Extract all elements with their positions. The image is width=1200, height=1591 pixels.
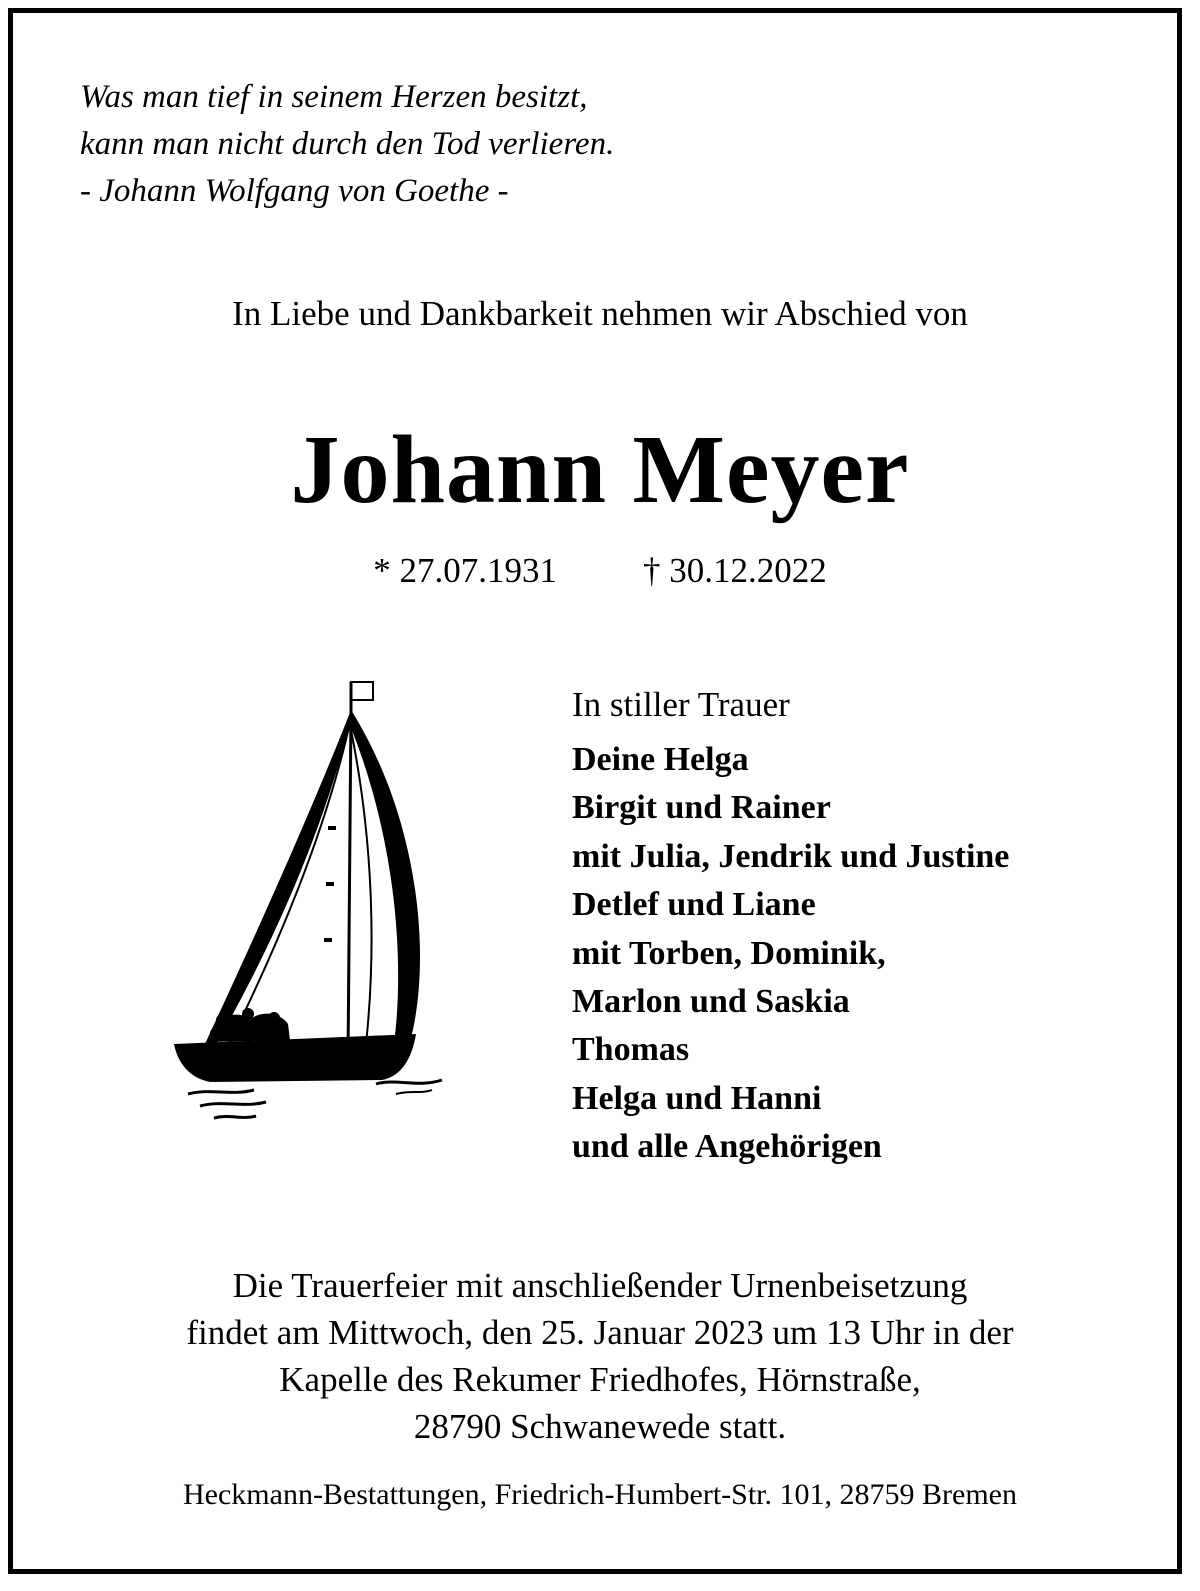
ceremony-line-4: 28790 Schwanewede statt.: [413, 1407, 787, 1446]
mourner-line: Helga und Hanni: [572, 1079, 822, 1117]
mourner-line: Birgit und Rainer: [572, 789, 831, 827]
quote-line-2: kann man nicht durch den Tod verlieren.: [80, 126, 615, 162]
death-date: † 30.12.2022: [643, 551, 827, 590]
mourner-line: mit Julia, Jendrik und Justine: [572, 837, 1010, 875]
undertaker-address: Heckmann-Bestattungen, Friedrich-Humbert-Str. 101, 28759 Bremen: [183, 1478, 1017, 1511]
ceremony-line-2: findet am Mittwoch, den 25. Januar 2023 um 13 Uhr in der: [186, 1313, 1014, 1352]
mourner-line: Marlon und Saskia: [572, 983, 850, 1021]
ceremony-line-1: Die Trauerfeier mit anschließender Urnenbeisetzung: [232, 1266, 968, 1305]
mourners-list: [572, 736, 1009, 1172]
birth-date: * 27.07.1931: [373, 551, 557, 590]
sailboat-icon: [170, 680, 450, 1140]
ceremony-line-3: Kapelle des Rekumer Friedhofes, Hörnstraße,: [279, 1360, 921, 1399]
mourner-line: Detlef und Liane: [572, 886, 816, 924]
mourner-line: mit Torben, Dominik,: [572, 934, 886, 972]
farewell-intro: In Liebe und Dankbarkeit nehmen wir Abschied von: [232, 294, 968, 333]
mourner-line: und alle Angehörigen: [572, 1128, 882, 1166]
ceremony-details: [0, 1262, 1200, 1450]
mourners-intro: In stiller Trauer: [572, 685, 790, 724]
quote-block: [80, 74, 614, 215]
quote-author: - Johann Wolfgang von Goethe -: [80, 173, 509, 209]
mourner-line: Deine Helga: [572, 741, 749, 778]
life-dates: [0, 550, 1200, 592]
mourner-line: Thomas: [572, 1031, 690, 1069]
deceased-name: Johann Meyer: [290, 416, 910, 524]
quote-line-1: Was man tief in seinem Herzen besitzt,: [80, 79, 588, 115]
